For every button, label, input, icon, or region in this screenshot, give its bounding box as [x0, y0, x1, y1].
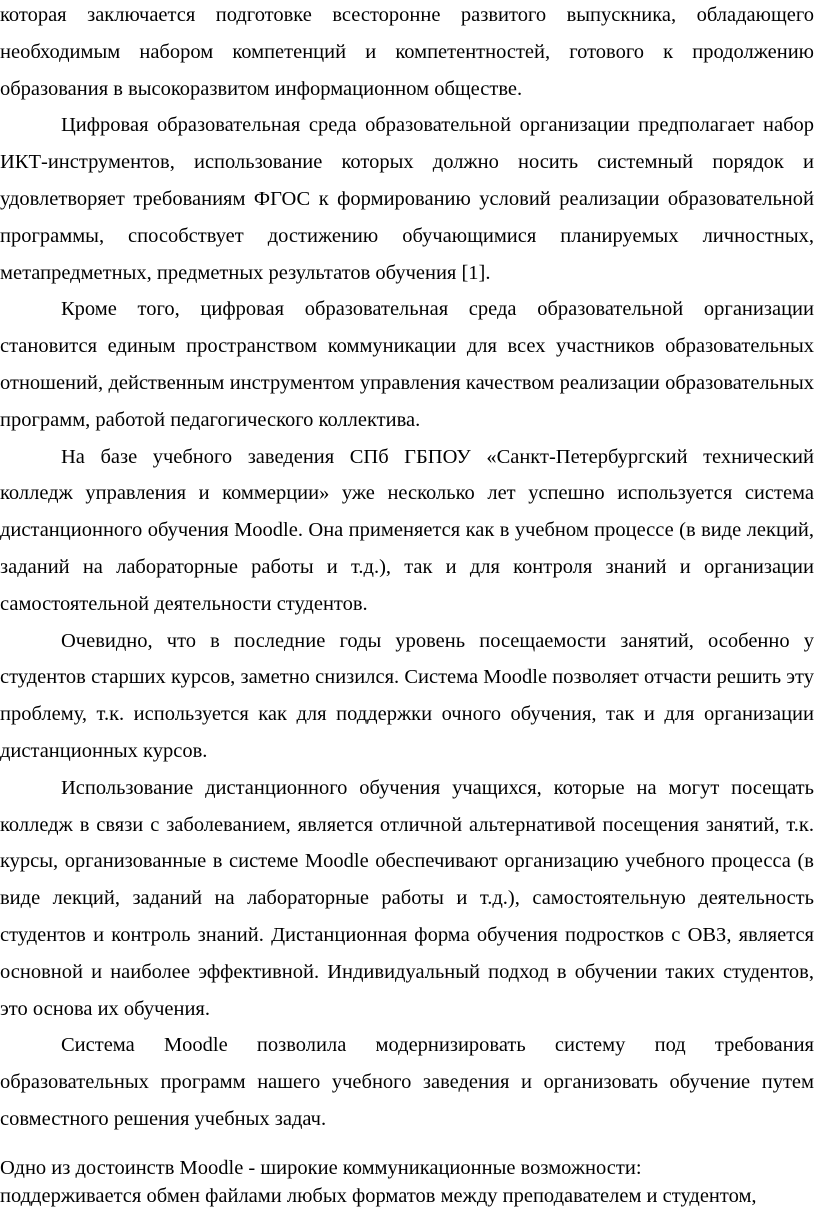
paragraph-distance-learning: Использование дистанционного обучения учащихся, которые на могут посещать колледж в связи с заболеванием, является отличной альтернативой посещения занятий, т.к. курсы, организованные в системе Moodle обеспечивают организацию учебного процесса (в виде лекций, заданий на лабораторные работы и т.д.), самостоятельную деятельность студентов и контроль знаний. Дистанционная форма обучения подростков с ОВЗ, является основной и наиболее эффективной. Индивидуальный подход в обучении таких студентов, это основа их обучения.	[0, 770, 814, 1028]
paragraph-continuation: которая заключается подготовке всесторонне развитого выпускника, обладающего необходимым набором компетенций и компетентностей, готового к продолжению образования в высокоразвитом информационном обществе.	[0, 0, 814, 107]
paragraph-communication-features	[0, 1155, 816, 1210]
tail-line: Одно из достоинств Moodle - широкие коммуникационные возможности:	[0, 1155, 816, 1183]
paragraph-digital-environment: Цифровая образовательная среда образовательной организации предполагает набор ИКТ-инструментов, использование которых должно носить системный порядок и удовлетворяет требованиям ФГОС к формированию условий реализации образовательной программы, способствует достижению обучающимися планируемых личностных, метапредметных, предметных результатов обучения [1].	[0, 107, 814, 291]
paragraph-modernization: Система Moodle позволила модернизировать систему под требования образовательных программ нашего учебного заведения и организовать обучение путем совместного решения учебных задач.	[0, 1027, 814, 1137]
paragraph-communication-space: Кроме того, цифровая образовательная среда образовательной организации становится единым пространством коммуникации для всех участников образовательных отношений, действенным инструментом управления качеством реализации образовательных программ, работой педагогического коллектива.	[0, 291, 814, 438]
paragraph-attendance: Очевидно, что в последние годы уровень посещаемости занятий, особенно у студентов старших курсов, заметно снизился. Система Moodle позволяет отчасти решить эту проблему, т.к. используется как для поддержки очного обучения, так и для организации дистанционных курсов.	[0, 623, 814, 770]
tail-line: поддерживается обмен файлами любых форматов между преподавателем и студентом,	[0, 1183, 816, 1210]
paragraph-moodle-college: На базе учебного заведения СПб ГБПОУ «Санкт-Петербургский технический колледж управления и коммерции» уже несколько лет успешно используется система дистанционного обучения Moodle. Она применяется как в учебном процессе (в виде лекций, заданий на лабораторные работы и т.д.), так и для контроля знаний и организации самостоятельной деятельности студентов.	[0, 439, 814, 623]
